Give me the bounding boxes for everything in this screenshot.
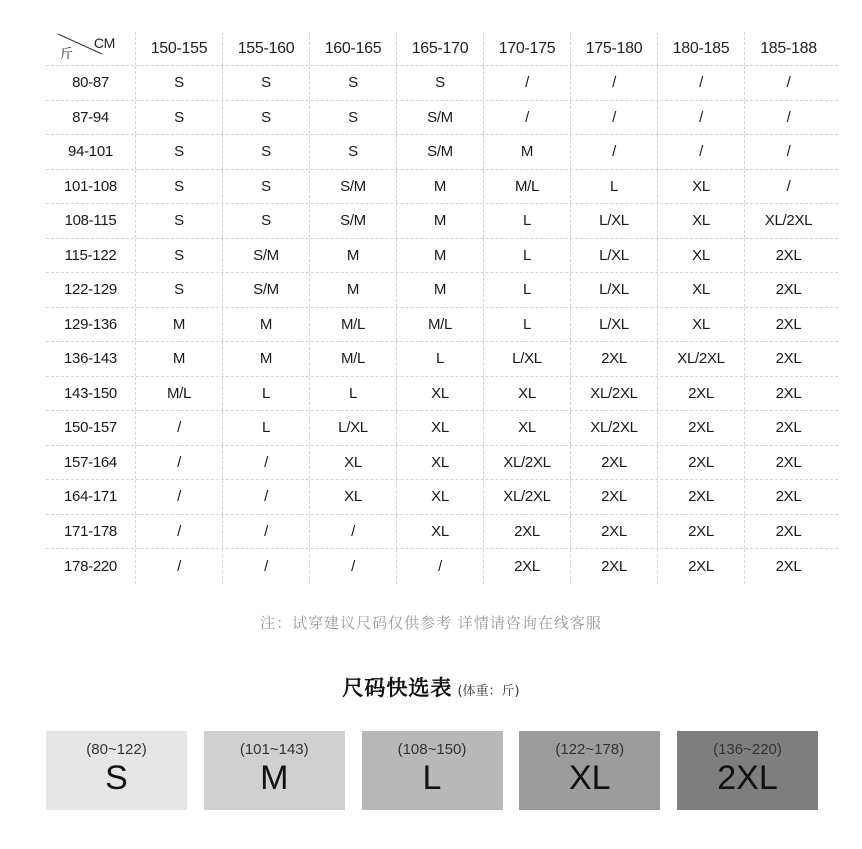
size-cell: / — [786, 108, 791, 126]
weight-range-cell: 157-164 — [46, 446, 136, 480]
size-cell: / — [223, 549, 310, 584]
size-cell: 2XL — [658, 446, 745, 480]
size-cell: XL — [658, 239, 745, 273]
size-cell: / — [658, 101, 745, 135]
size-cell: L — [484, 273, 571, 307]
size-cell: M — [136, 308, 223, 342]
size-cell: M/L — [310, 342, 397, 376]
size-cell: S — [397, 66, 484, 100]
table-row — [46, 377, 838, 412]
height-header: 170-175 — [484, 32, 571, 65]
size-cell: / — [658, 66, 745, 100]
height-header: 150-155 — [136, 32, 223, 65]
size-cell: 2XL — [658, 480, 745, 514]
weight-range-cell: 178-220 — [46, 549, 136, 584]
table-row — [46, 411, 838, 446]
size-cell: S — [136, 239, 223, 273]
table-row — [46, 549, 838, 584]
size-cell: S — [136, 101, 223, 135]
weight-range-cell: 129-136 — [46, 308, 136, 342]
size-cell: S — [223, 66, 310, 100]
size-cell: L/XL — [484, 342, 571, 376]
height-header: 165-170 — [397, 32, 484, 65]
size-cell: S/M — [223, 273, 310, 307]
size-cell: M — [397, 170, 484, 204]
size-cell: M — [310, 273, 397, 307]
size-cell: L — [223, 411, 310, 445]
table-row — [46, 101, 838, 136]
size-cell: / — [571, 66, 658, 100]
size-cell: L/XL — [571, 273, 658, 307]
size-cell: M/L — [397, 308, 484, 342]
size-cell: L — [223, 377, 310, 411]
size-cell: S — [223, 170, 310, 204]
size-cell: 2XL — [658, 411, 745, 445]
size-cell: M/L — [484, 170, 571, 204]
size-swatch — [362, 731, 503, 810]
size-cell: / — [223, 446, 310, 480]
height-header: 180-185 — [658, 32, 745, 65]
size-cell: 2XL — [775, 419, 802, 437]
size-cell: S — [136, 135, 223, 169]
size-cell: L — [484, 204, 571, 238]
size-cell: / — [310, 515, 397, 549]
table-row — [46, 66, 838, 101]
size-cell: XL — [658, 273, 745, 307]
size-cell: S — [223, 101, 310, 135]
size-cell: S — [310, 66, 397, 100]
size-cell: 2XL — [484, 515, 571, 549]
size-cell: S — [136, 273, 223, 307]
size-cell: 2XL — [658, 515, 745, 549]
size-cell: 2XL — [775, 453, 802, 471]
swatch-weight-range: (122~178) — [555, 741, 625, 758]
size-cell: / — [310, 549, 397, 584]
size-cell: S/M — [223, 239, 310, 273]
size-cell: M/L — [310, 308, 397, 342]
table-row — [46, 135, 838, 170]
size-cell: 2XL — [775, 315, 802, 333]
size-cell: XL — [397, 446, 484, 480]
size-cell: 2XL — [484, 549, 571, 584]
size-cell: / — [136, 549, 223, 584]
swatch-weight-range: (101~143) — [239, 741, 309, 758]
size-cell: XL — [397, 377, 484, 411]
size-cell: XL — [658, 204, 745, 238]
size-cell: / — [786, 74, 791, 92]
size-cell: XL — [397, 515, 484, 549]
size-cell: L/XL — [571, 204, 658, 238]
size-cell: 2XL — [571, 480, 658, 514]
weight-range-cell: 87-94 — [46, 101, 136, 135]
size-cell: L/XL — [571, 239, 658, 273]
size-cell: S — [310, 135, 397, 169]
weight-range-cell: 94-101 — [46, 135, 136, 169]
weight-range-cell: 150-157 — [46, 411, 136, 445]
size-cell: 2XL — [775, 557, 802, 575]
size-cell: M — [397, 204, 484, 238]
size-cell: XL — [658, 170, 745, 204]
size-cell: XL/2XL — [658, 342, 745, 376]
size-cell: / — [397, 549, 484, 584]
fit-advice-note: 注：试穿建议尺码仅供参考 详情请咨询在线客服 — [260, 614, 602, 632]
weight-range-cell: 122-129 — [46, 273, 136, 307]
size-cell: 2XL — [571, 515, 658, 549]
size-cell: XL/2XL — [484, 446, 571, 480]
weight-range-cell: 101-108 — [46, 170, 136, 204]
size-cell: L — [310, 377, 397, 411]
table-row — [46, 204, 838, 239]
size-cell: / — [136, 515, 223, 549]
size-cell: S — [310, 101, 397, 135]
size-cell: L — [397, 342, 484, 376]
size-cell: M — [223, 342, 310, 376]
table-row — [46, 308, 838, 343]
swatch-size-label: 2XL — [717, 759, 778, 797]
size-cell: XL — [484, 377, 571, 411]
size-cell: 2XL — [658, 377, 745, 411]
height-header: 175-180 — [571, 32, 658, 65]
size-cell: XL/2XL — [571, 411, 658, 445]
size-cell: / — [484, 66, 571, 100]
size-cell: M — [223, 308, 310, 342]
size-cell: XL — [397, 480, 484, 514]
size-swatch — [46, 731, 187, 810]
size-cell: XL — [484, 411, 571, 445]
weight-range-cell: 171-178 — [46, 515, 136, 549]
size-cell: 2XL — [775, 384, 802, 402]
size-cell: XL — [397, 411, 484, 445]
size-cell: S — [223, 204, 310, 238]
size-cell: / — [484, 101, 571, 135]
height-header: 155-160 — [223, 32, 310, 65]
weight-range-cell: 115-122 — [46, 239, 136, 273]
size-cell: 2XL — [658, 549, 745, 584]
size-cell: / — [786, 177, 791, 195]
height-header: 160-165 — [310, 32, 397, 65]
table-header-row — [46, 32, 838, 66]
size-cell: 2XL — [775, 246, 802, 264]
size-cell: S/M — [397, 101, 484, 135]
weight-range-cell: 80-87 — [46, 66, 136, 100]
swatch-weight-range: (108~150) — [397, 741, 467, 758]
size-cell: S — [136, 204, 223, 238]
size-cell: S/M — [397, 135, 484, 169]
size-cell: 2XL — [571, 342, 658, 376]
size-cell: L — [484, 239, 571, 273]
weight-range-cell: 143-150 — [46, 377, 136, 411]
size-cell: M — [484, 135, 571, 169]
swatch-size-label: L — [422, 759, 442, 797]
size-cell: XL — [310, 446, 397, 480]
size-cell: 2XL — [775, 350, 802, 368]
height-unit-label: CM — [93, 35, 115, 51]
quick-select-swatches — [46, 731, 818, 810]
size-cell: 2XL — [775, 281, 802, 299]
table-corner-cell — [46, 32, 136, 65]
size-cell: XL/2XL — [571, 377, 658, 411]
size-cell: M — [397, 239, 484, 273]
weight-range-cell: 108-115 — [46, 204, 136, 238]
table-row — [46, 239, 838, 274]
table-row — [46, 480, 838, 515]
size-cell: M — [310, 239, 397, 273]
size-cell: 2XL — [571, 446, 658, 480]
size-cell: 2XL — [571, 549, 658, 584]
size-cell: 2XL — [775, 488, 802, 506]
size-cell: / — [786, 143, 791, 161]
size-cell: L/XL — [310, 411, 397, 445]
swatch-weight-range: (80~122) — [86, 741, 147, 758]
quick-select-heading — [0, 672, 862, 702]
table-row — [46, 170, 838, 205]
size-cell: S — [136, 170, 223, 204]
quick-select-unit: (体重：斤) — [457, 684, 520, 699]
table-row — [46, 273, 838, 308]
size-cell: S/M — [310, 170, 397, 204]
size-cell: / — [136, 411, 223, 445]
size-cell: 2XL — [775, 522, 802, 540]
table-body — [46, 66, 838, 584]
size-cell: L — [571, 170, 658, 204]
size-swatch — [677, 731, 818, 810]
quick-select-title: 尺码快选表 — [342, 676, 453, 700]
swatch-size-label: M — [260, 759, 289, 797]
swatch-size-label: S — [105, 759, 128, 797]
size-swatch — [204, 731, 345, 810]
size-cell: XL — [310, 480, 397, 514]
height-header: 185-188 — [760, 39, 817, 57]
size-cell: L/XL — [571, 308, 658, 342]
size-cell: XL — [658, 308, 745, 342]
table-row — [46, 515, 838, 550]
weight-range-cell: 164-171 — [46, 480, 136, 514]
weight-range-cell: 136-143 — [46, 342, 136, 376]
table-row — [46, 342, 838, 377]
table-row — [46, 446, 838, 481]
size-cell: S/M — [310, 204, 397, 238]
weight-unit-label: 斤 — [60, 47, 73, 62]
size-cell: / — [136, 480, 223, 514]
size-cell: M — [136, 342, 223, 376]
size-cell: S — [136, 66, 223, 100]
size-cell: L — [484, 308, 571, 342]
size-cell: XL/2XL — [764, 212, 813, 230]
size-cell: M/L — [136, 377, 223, 411]
size-cell: / — [571, 135, 658, 169]
size-cell: M — [397, 273, 484, 307]
size-cell: / — [223, 480, 310, 514]
size-cell: / — [223, 515, 310, 549]
size-cell: / — [571, 101, 658, 135]
size-chart-table — [46, 32, 838, 584]
size-cell: / — [136, 446, 223, 480]
size-cell: / — [658, 135, 745, 169]
size-cell: S — [223, 135, 310, 169]
swatch-weight-range: (136~220) — [713, 741, 782, 758]
size-swatch — [519, 731, 660, 810]
swatch-size-label: XL — [568, 759, 611, 797]
size-cell: XL/2XL — [484, 480, 571, 514]
